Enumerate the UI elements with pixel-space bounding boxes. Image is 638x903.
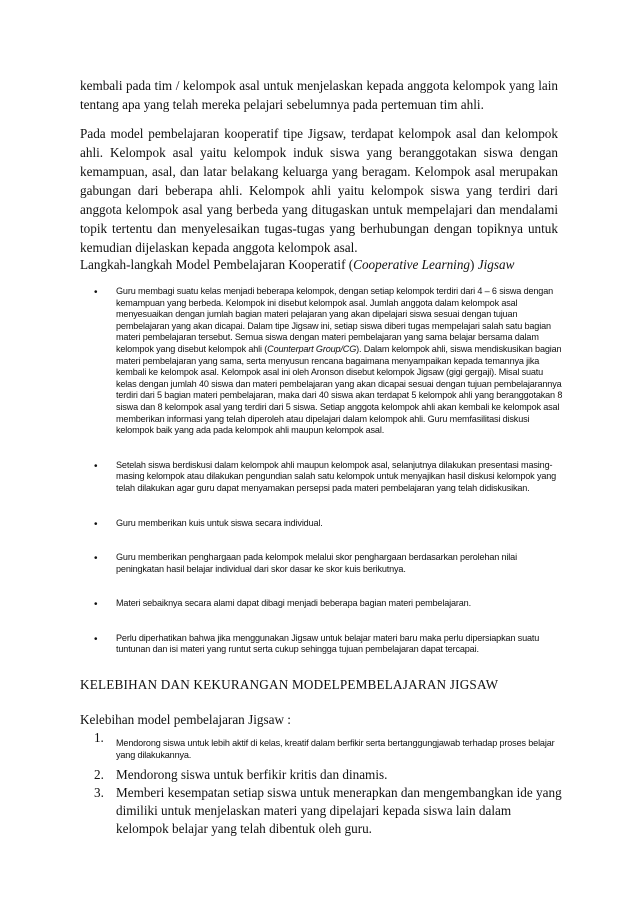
advantage-2-text: Mendorong siswa untuk berfikir kritis dan dinamis.	[116, 767, 388, 783]
step-1-text-italic: Counterpart Group/CG	[267, 343, 357, 354]
list-item	[94, 518, 564, 530]
list-item	[94, 460, 564, 495]
heading-langkah-prefix: Langkah-langkah Model Pembelajaran Kooperatif (	[80, 257, 354, 272]
bullet-icon: •	[94, 633, 98, 645]
heading-kelebihan-kekurangan: KELEBIHAN DAN KEKURANGAN MODELPEMBELAJARAN JIGSAW	[80, 677, 499, 692]
bullet-icon: •	[94, 287, 98, 298]
list-item	[94, 552, 564, 575]
bullet-icon: •	[94, 599, 98, 611]
advantages-list	[94, 730, 564, 838]
heading-langkah-italic-1: Cooperative Learning	[353, 257, 471, 272]
bullet-icon: •	[94, 518, 98, 530]
item-number: 3.	[94, 785, 104, 801]
list-item	[94, 766, 564, 784]
paragraph-kelompok: Pada model pembelajaran kooperatif tipe Jigsaw, terdapat kelompok asal dan kelompok ahli. Kelompok asal yaitu kelompok induk siswa yang beranggotakan siswa dengan kemampuan, asal, dan latar belakang keluarga yang beragam. Kelompok asal merupakan gabungan dari beberapa ahli. Kelompok ahli yaitu kelompok siswa yang terdiri dari anggota kelompok asal yang berbeda yang ditugaskan untuk mempelajari dan mendalami topik tertentu dan menyelesaikan tugas-tugas yang berhubungan dengan topiknya untuk kemudian dijelaskan kepada anggota kelompok asal.	[80, 126, 558, 255]
step-4-text: Guru memberikan penghargaan pada kelompok melalui skor penghargaan berdasarkan perolehan nilai peningkatan hasil belajar individual dari skor dasar ke skor kuis berikutnya.	[116, 552, 517, 574]
step-2-text: Setelah siswa berdiskusi dalam kelompok ahli maupun kelompok asal, selanjutnya dilakukan presentasi masing-masing kelompok atau dilakukan pengundian salah satu kelompok untuk menyajikan hasil diskusi kelompok yang telah dilakukan agar guru dapat menyamakan persepsi pada materi pembelajaran yang telah didiskusikan.	[116, 459, 557, 493]
advantage-1-text: Mendorong siswa untuk lebih aktif di kelas, kreatif dalam berfikir serta bertanggungjawab terhadap proses belajar yang dilakukannya.	[116, 738, 555, 760]
step-5-text: Materi sebaiknya secara alami dapat dibagi menjadi beberapa bagian materi pembelajaran.	[116, 598, 471, 609]
step-6-text: Perlu diperhatikan bahwa jika menggunakan Jigsaw untuk belajar materi baru maka perlu dipersiapkan suatu tuntunan dan isi materi yang runtut serta cukup sehingga tujuan pembelajaran dapat tercapai.	[116, 632, 540, 655]
step-1-text-b: ). Dalam kelompok ahli, siswa mendiskusikan bagian materi pembelajaran yang sama, serta menyusun rencana bagaimana menyampaikan kepada temannya jika kembali ke kelompok asal. Kelompok asal ini oleh Aronson disebut kelompok Jigsaw (gigi gergaji). Misal suatu kelas dengan jumlah 40 siswa dan materi pembelajaran yang akan dicapai sesuai dengan tujuan pembelajarannya terdiri dari 5 bagian materi pembelajaran, maka dari 40 siswa akan terdapat 5 kelompok ahli yang beranggotakan 8 siswa dan 8 kelompok asal yang terdiri dari 5 siswa. Setiap anggota kelompok ahli akan kembali ke kelompok asal memberikan informasi yang telah diperoleh atau dipelajari dalam kelompok ahli. Guru memfasilitasi diskusi kelompok baik yang ada pada kelompok ahli maupun kelompok asal.	[116, 343, 563, 436]
heading-langkah-italic-2: Jigsaw	[477, 257, 515, 272]
list-item	[94, 286, 564, 437]
advantage-3-text: Memberi kesempatan setiap siswa untuk menerapkan dan mengembangkan ide yang dimiliki untuk menjelaskan materi yang dipelajari kepada siswa lain dalam kelompok belajar yang telah dibentuk oleh guru.	[116, 785, 562, 837]
item-number: 1.	[94, 730, 104, 745]
list-item	[94, 598, 564, 610]
bullet-icon: •	[94, 553, 98, 565]
step-3-text: Guru memberikan kuis untuk siswa secara individual.	[116, 517, 323, 528]
heading-kelebihan: Kelebihan model pembelajaran Jigsaw :	[80, 712, 291, 727]
heading-langkah-middle: )	[470, 257, 478, 272]
list-item	[94, 784, 564, 838]
item-number: 2.	[94, 767, 104, 783]
paragraph-intro: kembali pada tim / kelompok asal untuk menjelaskan kepada anggota kelompok yang lain tentang apa yang telah mereka pelajari sebelumnya pada pertemuan tim ahli.	[80, 78, 558, 112]
steps-list	[94, 286, 564, 679]
heading-langkah-langkah	[80, 256, 514, 274]
step-1-text-a: Guru membagi suatu kelas menjadi beberapa kelompok, dengan setiap kelompok terdiri dari 4 – 6 siswa dengan kemampuan yang berbeda. Kelompok ini disebut kelompok asal. Jumlah anggota dalam kelompok asal menyesuaikan dengan jumlah bagian materi pelajaran yang akan dipelajari siswa sesuai dengan tujuan pembelajaran yang akan dicapai. Dalam tipe Jigsaw ini, setiap siswa diberi tugas mempelajari salah satu bagian materi pembelajaran tersebut. Semua siswa dengan materi pembelajaran yang sama belajar bersama dalam kelompok yang disebut kelompok ahli (	[116, 286, 554, 354]
list-item	[94, 633, 564, 656]
bullet-icon: •	[94, 460, 98, 472]
list-item	[94, 730, 564, 761]
